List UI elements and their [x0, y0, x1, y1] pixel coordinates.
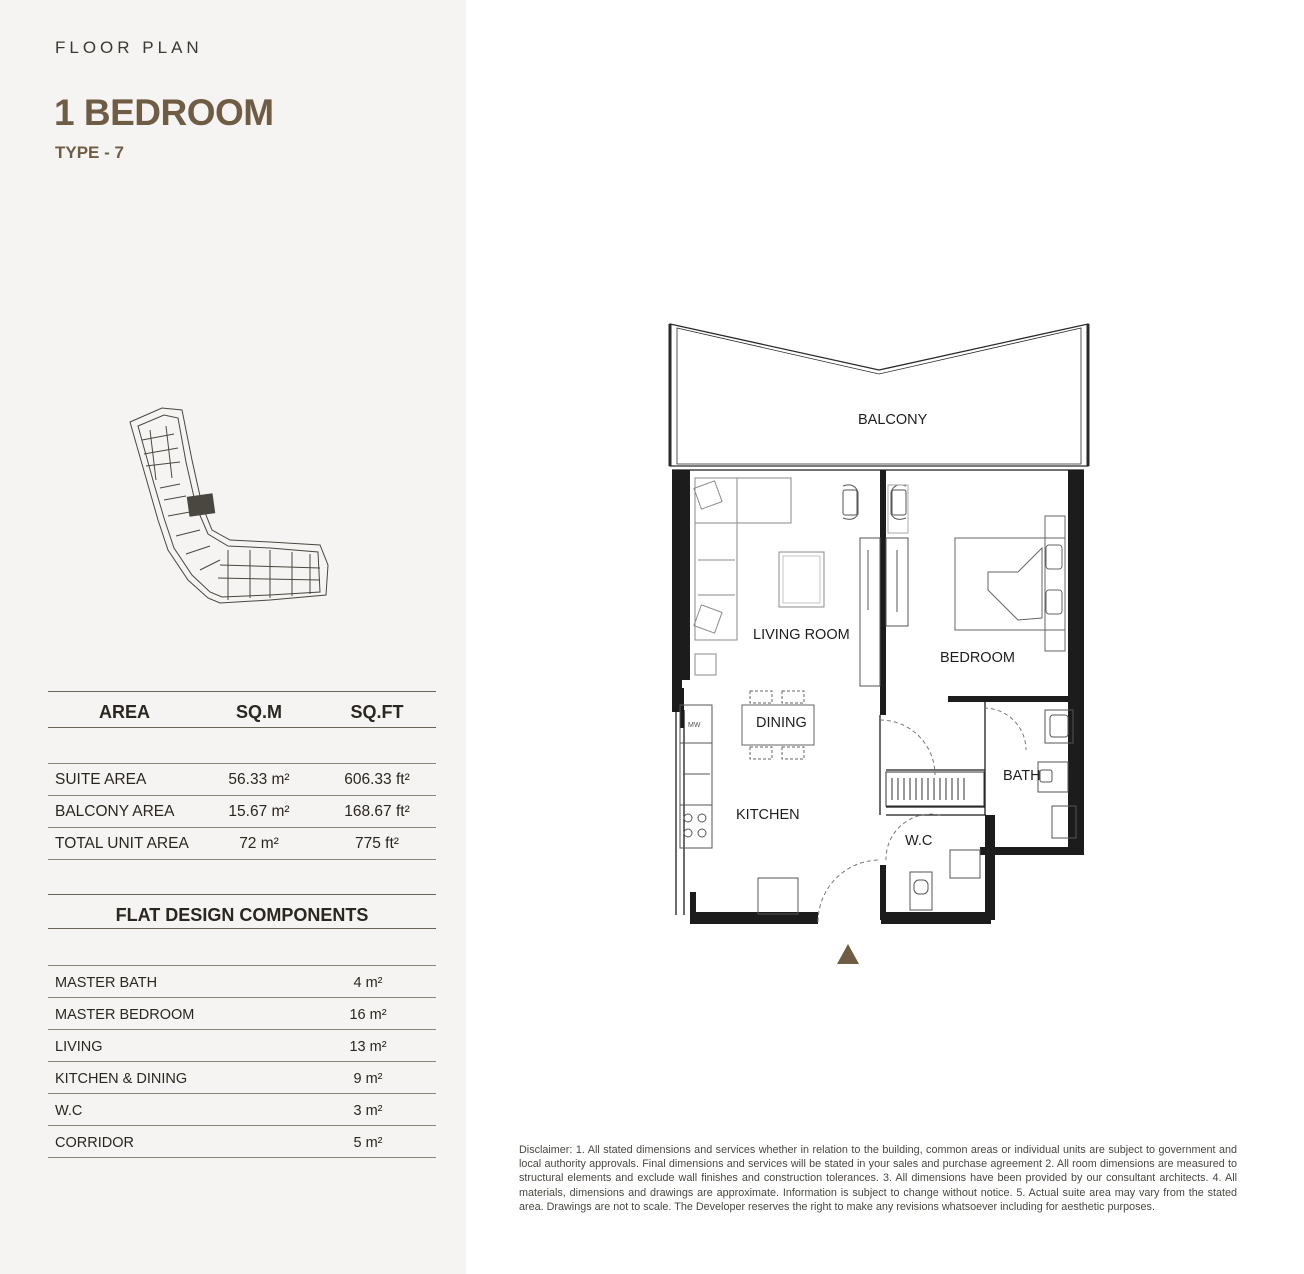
- bath-label: BATH: [1003, 768, 1041, 784]
- component-label: MASTER BATH: [55, 975, 158, 991]
- area-header: AREA: [99, 702, 151, 722]
- living-room-label: LIVING ROOM: [753, 627, 850, 643]
- section-eyebrow: FLOOR PLAN: [55, 38, 203, 57]
- component-label: LIVING: [55, 1039, 103, 1055]
- table-rule: [48, 1093, 436, 1094]
- component-label: KITCHEN & DINING: [55, 1071, 188, 1087]
- table-row-sqft: 168.67 ft²: [344, 803, 410, 820]
- table-rule: [48, 1125, 436, 1126]
- table-rule: [48, 1061, 436, 1062]
- component-value: 9 m²: [353, 1071, 383, 1087]
- component-label: MASTER BEDROOM: [55, 1007, 195, 1023]
- side-table: [695, 654, 716, 675]
- balcony-label: BALCONY: [858, 412, 928, 428]
- table-rule: [48, 795, 436, 796]
- table-rule: [48, 727, 436, 728]
- table-rule: [48, 859, 436, 860]
- component-value: 13 m²: [349, 1039, 387, 1055]
- component-value: 16 m²: [349, 1007, 387, 1023]
- key-plan-icon: [120, 400, 340, 615]
- corridor-closet: [886, 772, 984, 806]
- component-value: 3 m²: [353, 1103, 383, 1119]
- table-row-sqft: 606.33 ft²: [344, 771, 410, 788]
- sqft-header: SQ.FT: [350, 702, 404, 722]
- wc-label: W.C: [905, 833, 933, 849]
- sqm-header: SQ.M: [235, 702, 282, 722]
- table-row-sqm: 15.67 m²: [228, 803, 290, 820]
- table-rule: [48, 997, 436, 998]
- table-row-label: TOTAL UNIT AREA: [55, 835, 189, 852]
- table-row-sqft: 775 ft²: [355, 835, 399, 852]
- floor-plan-drawing: [640, 310, 1120, 970]
- table-rule: [48, 1029, 436, 1030]
- table-row-label: BALCONY AREA: [55, 803, 175, 820]
- component-label: W.C: [55, 1103, 83, 1119]
- unit-type: TYPE - 7: [55, 143, 124, 162]
- table-row-sqm: 72 m²: [239, 835, 279, 852]
- table-rule: [48, 1157, 436, 1158]
- component-value: 4 m²: [353, 975, 383, 991]
- north-arrow-icon: [837, 944, 859, 964]
- bed: [955, 516, 1065, 651]
- table-rule: [48, 928, 436, 929]
- table-row-sqm: 56.33 m²: [228, 771, 290, 788]
- components-title: FLAT DESIGN COMPONENTS: [115, 905, 369, 925]
- table-rule: [48, 763, 436, 764]
- balcony-outline: [670, 324, 1088, 466]
- disclaimer-text: Disclaimer: 1. All stated dimensions and services whether in relation to the building, common areas or individual units are subject to government and local authority approvals. Final dimensions and services will be stated in your sales and purchase agreement 2. All room dimensions are measured to structural elements and exclude wall finishes and construction tolerances. 3. All dimensions have been provided by our consultant architects. 4. All materials, dimensions and drawings are approximate. Information is subject to change without notice. 5. Actual suite area may vary from the stated area. Drawings are not to scale. The Developer reserves the right to make any revisions whatsoever including for aesthetic purposes.: [519, 1144, 1237, 1213]
- component-label: CORRIDOR: [55, 1135, 134, 1151]
- table-row-label: SUITE AREA: [55, 771, 147, 788]
- coffee-table: [779, 552, 824, 607]
- table-rule: [48, 894, 436, 895]
- mw-label: MW: [688, 722, 701, 729]
- kitchen-label: KITCHEN: [736, 807, 800, 823]
- dining-label: DINING: [756, 715, 807, 731]
- sofa: [694, 478, 791, 640]
- component-value: 5 m²: [353, 1135, 383, 1151]
- bedroom-label: BEDROOM: [940, 650, 1015, 666]
- page-title: 1 BEDROOM: [54, 92, 274, 133]
- table-rule: [48, 691, 436, 692]
- table-rule: [48, 827, 436, 828]
- table-rule: [48, 965, 436, 966]
- info-panel: [0, 0, 466, 1274]
